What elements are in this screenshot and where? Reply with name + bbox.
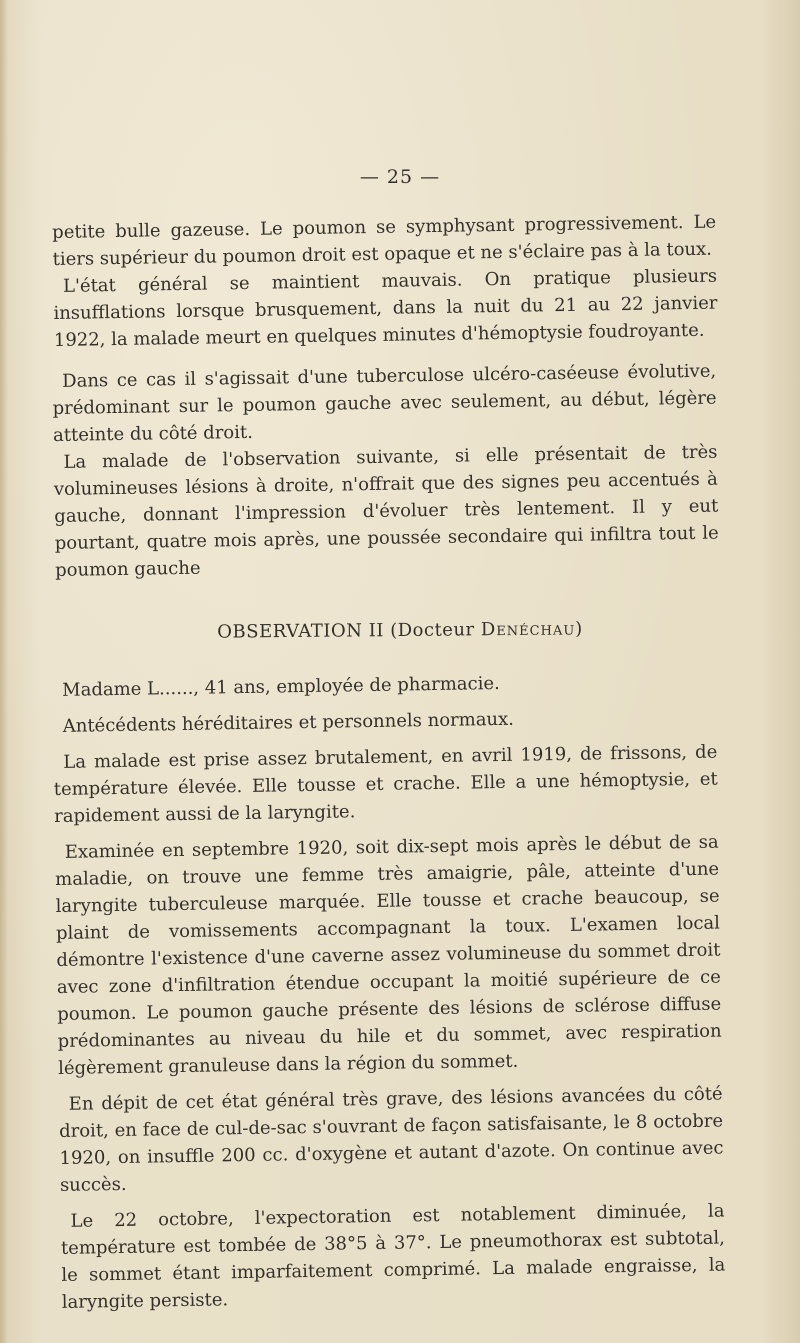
observation-doctor: Denéchau <box>480 618 576 641</box>
page-edge-shadow <box>0 0 8 1343</box>
paragraph: Dans ce cas il s'agissait d'une tuberculose ulcéro-caséeuse évolutive, prédominant sur le poumon gauche avec seulement, au début, légère atteinte du côté droit. <box>52 360 717 446</box>
paragraph: La malade est prise assez brutalement, en avril 1919, de frissons, de température élevée. Elle tousse et crache. Elle a une hémoptysie, et rapidement aussi de la laryngite. <box>53 741 718 827</box>
text-block-top <box>52 209 718 354</box>
text-block-middle <box>52 358 719 584</box>
observation-close: ) <box>575 618 583 640</box>
paragraph: En dépit de cet état général très grave, des lésions avancées du côté droit, en face de cul-de-sac s'ouvrant de façon satisfaisante, le 8 octobre 1920, on insuffle 200 cc. d'oxygène et autant d'azote. On continue avec succès. <box>58 1083 724 1196</box>
observation-title: OBSERVATION II (Docteur <box>217 619 475 643</box>
paragraph: La malade de l'observation suivante, si elle présentait de très volumineuses lésions à droite, n'offrait que des signes peu accentués à gauche, donnant l'impression d'évoluer très lentement. Il y eut pourtant, quatre mois après, une poussée secondaire qui infiltra tout le poumon gauche <box>53 441 719 581</box>
page-number: — 25 — <box>359 166 441 188</box>
paragraph: petite bulle gazeuse. Le poumon se symphysant progressivement. Le tiers supérieur du poumon droit est opaque et ne s'éclaire pas à la toux. <box>52 211 717 270</box>
paragraph: Antécédents héréditaires et personnels normaux. <box>62 708 515 737</box>
observation-heading <box>0 617 800 645</box>
paragraph: Le 22 octobre, l'expectoration est notablement diminuée, la température est tombée de 38°5 à 37°. Le pneumothorax est subtotal, le sommet étant imparfaitement comprimé. La malade engraisse, la laryngite persiste. <box>60 1200 726 1313</box>
text-block-observation <box>52 667 726 1325</box>
paragraph: Madame L......, 41 ans, employée de pharmacie. <box>62 672 500 701</box>
paragraph: L'état général se maintient mauvais. On pratique plusieurs insufflations lorsque brusquement, dans la nuit du 21 au 22 janvier 1922, la malade meurt en quelques minutes d'hémoptysie foudroyante. <box>53 265 718 351</box>
paragraph: Examinée en septembre 1920, soit dix-sept mois après le début de sa maladie, on trouve une femme très amaigrie, pâle, atteinte d'une laryngite tuberculeuse marquée. Elle tousse et crache beaucoup, se plaint de vomissements accompagnant la toux. L'examen local démontre l'existence d'une caverne assez volumineuse du sommet droit avec zone d'infiltration étendue occupant la moitié supérieure de ce poumon. Le poumon gauche présente des lésions de sclérose diffuse prédominantes au niveau du hile et du sommet, avec respiration légèrement granuleuse dans la région du sommet. <box>55 831 722 1079</box>
